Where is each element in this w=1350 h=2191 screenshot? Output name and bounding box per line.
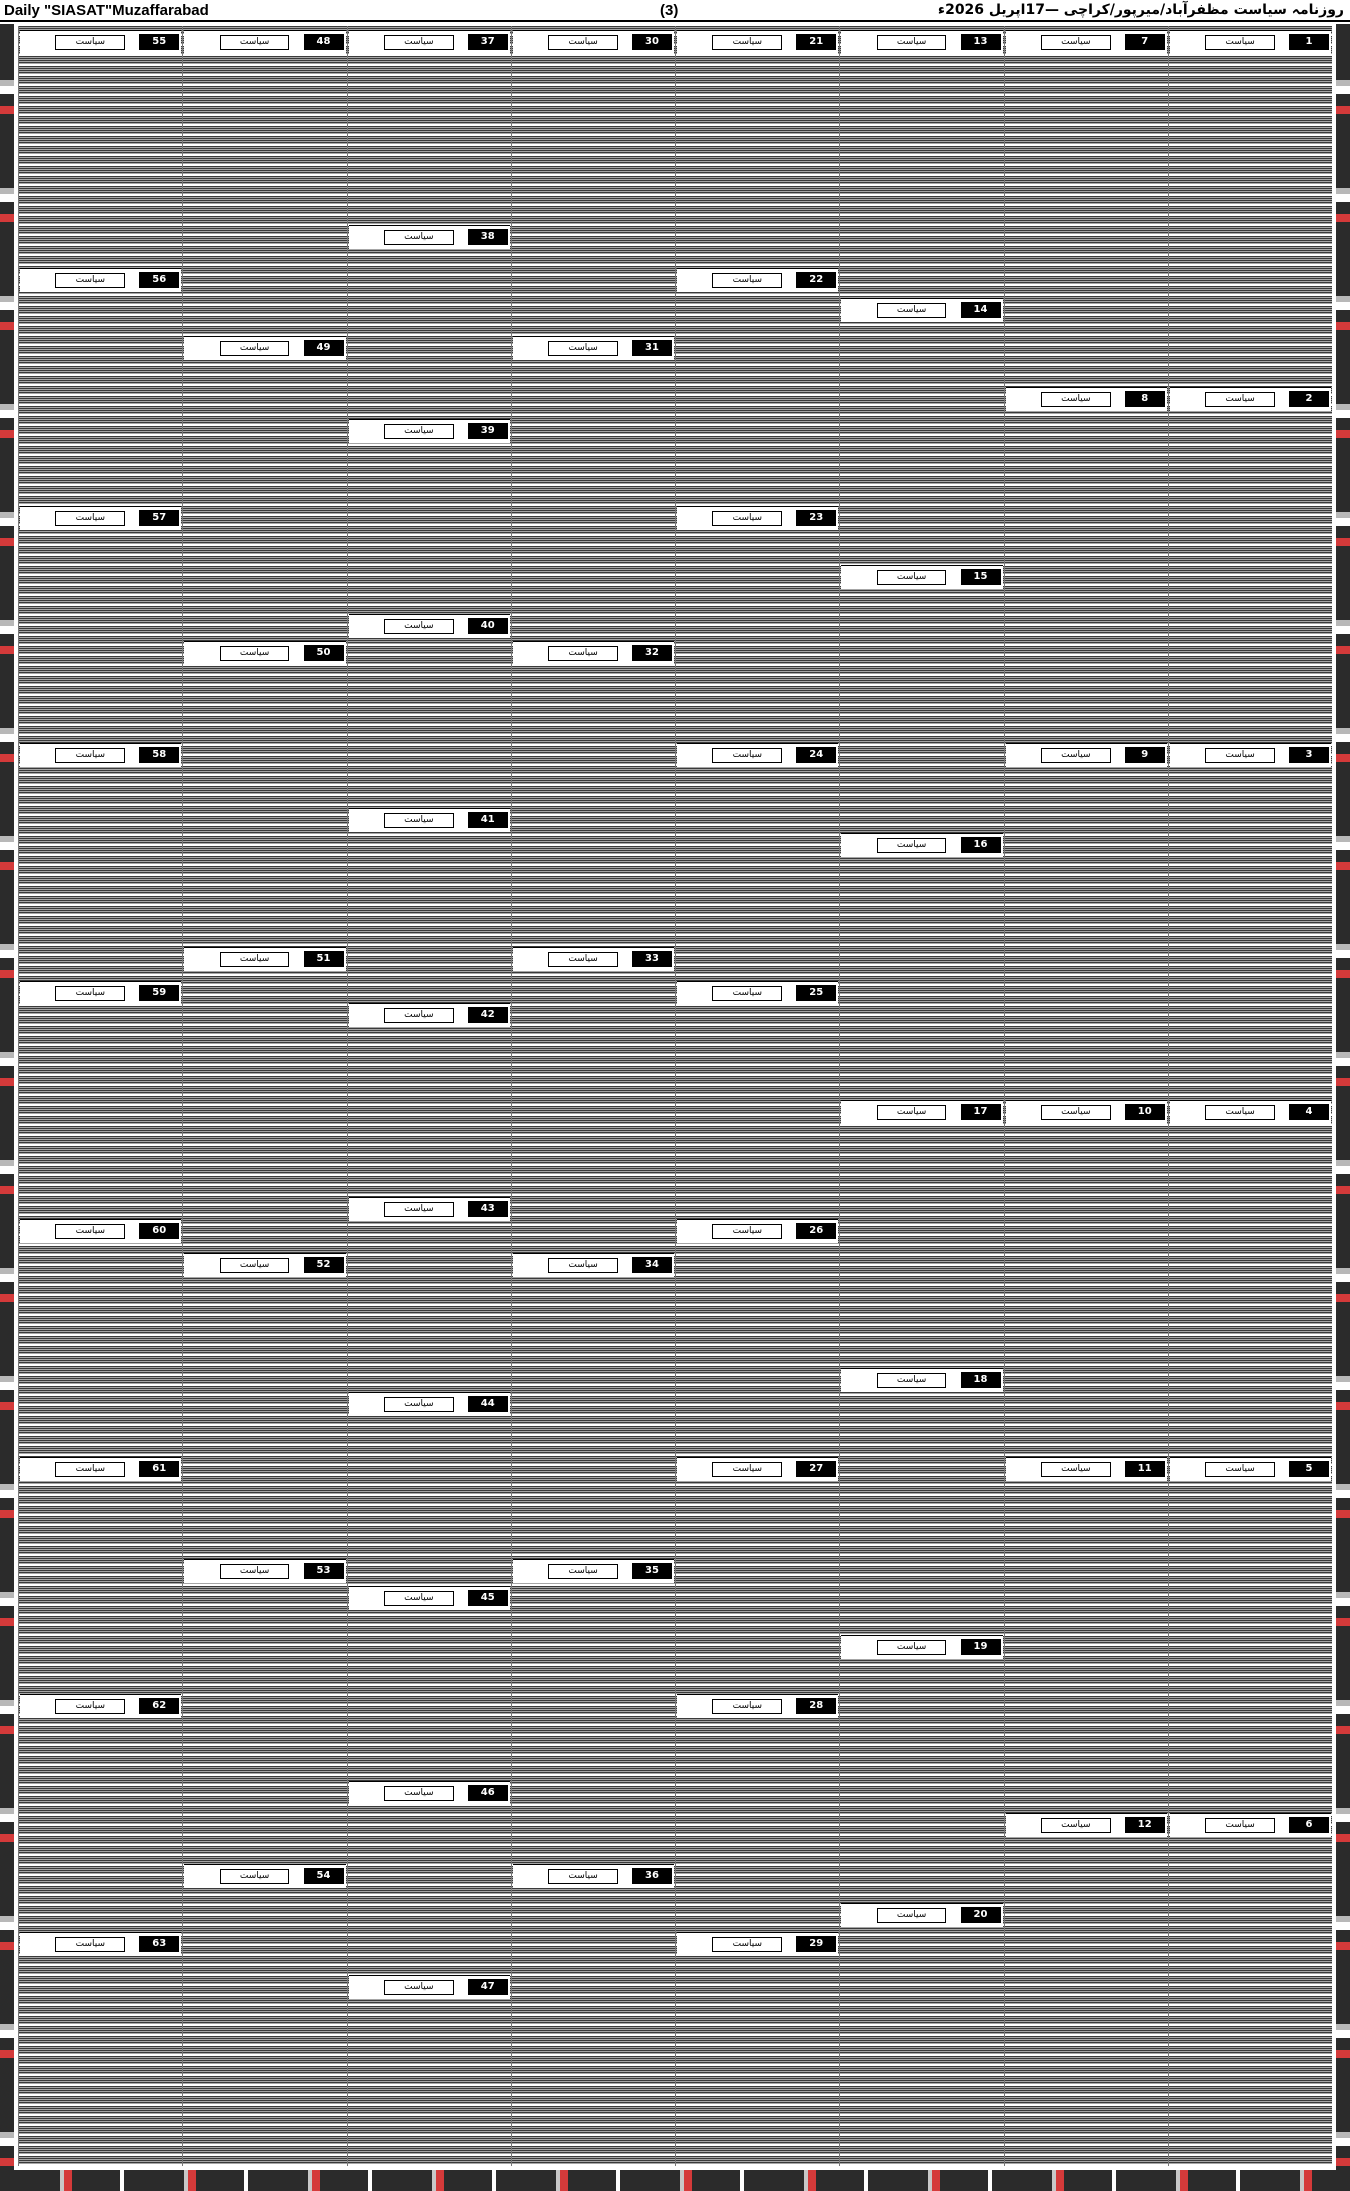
- ad-logo-box: سیاست: [1041, 1462, 1111, 1477]
- classified-ad-header: [1006, 30, 1167, 54]
- ad-number-tag: 23: [796, 510, 836, 526]
- ad-number-tag: 38: [468, 229, 508, 245]
- ad-logo-box: سیاست: [548, 952, 618, 967]
- ad-logo-box: سیاست: [384, 619, 454, 634]
- classified-ad-header: [1006, 1457, 1167, 1481]
- ad-logo-box: سیاست: [55, 1224, 125, 1239]
- ad-number-tag: 34: [632, 1257, 672, 1273]
- ad-logo-box: سیاست: [1041, 748, 1111, 763]
- ad-logo-box: سیاست: [220, 1869, 290, 1884]
- ad-logo-box: سیاست: [384, 1591, 454, 1606]
- ad-number-tag: 15: [961, 569, 1001, 585]
- ad-number-tag: 47: [468, 1979, 508, 1995]
- ad-number-tag: 46: [468, 1785, 508, 1801]
- ad-logo-box: سیاست: [1205, 1105, 1275, 1120]
- ad-number-tag: 7: [1125, 34, 1165, 50]
- ad-number-tag: 19: [961, 1639, 1001, 1655]
- ad-logo-box: سیاست: [55, 35, 125, 50]
- ad-number-tag: 61: [139, 1461, 179, 1477]
- classified-ad-header: [677, 1694, 838, 1718]
- ad-number-tag: 17: [961, 1104, 1001, 1120]
- ad-number-tag: 62: [139, 1698, 179, 1714]
- ad-logo-box: سیاست: [1205, 1818, 1275, 1833]
- classified-ad-header: [184, 30, 345, 54]
- classified-ad-header: [20, 506, 181, 530]
- classified-ad-header: [1170, 1100, 1331, 1124]
- ad-number-tag: 32: [632, 645, 672, 661]
- ad-number-tag: 6: [1289, 1817, 1329, 1833]
- classified-ad-header: [677, 1932, 838, 1956]
- classified-ad-header: [513, 30, 674, 54]
- ad-logo-box: سیاست: [877, 1105, 947, 1120]
- classified-column: [675, 26, 839, 2166]
- classified-ad-header: [349, 419, 510, 443]
- ad-logo-box: سیاست: [55, 1937, 125, 1952]
- classified-column: [511, 26, 675, 2166]
- masthead-bar: [0, 0, 1350, 22]
- ad-logo-box: سیاست: [712, 511, 782, 526]
- ad-number-tag: 58: [139, 747, 179, 763]
- ad-number-tag: 13: [961, 34, 1001, 50]
- ad-number-tag: 48: [304, 34, 344, 50]
- classified-ad-header: [20, 981, 181, 1005]
- ad-logo-box: سیاست: [1041, 1818, 1111, 1833]
- classified-ad-header: [349, 808, 510, 832]
- ad-logo-box: سیاست: [548, 1258, 618, 1273]
- classified-ad-header: [20, 1457, 181, 1481]
- ad-logo-box: سیاست: [877, 570, 947, 585]
- ad-logo-box: سیاست: [384, 1202, 454, 1217]
- ad-logo-box: سیاست: [1205, 748, 1275, 763]
- ad-logo-box: سیاست: [1205, 35, 1275, 50]
- classified-ad-header: [677, 506, 838, 530]
- ad-logo-box: سیاست: [712, 1699, 782, 1714]
- ad-number-tag: 59: [139, 985, 179, 1001]
- ad-logo-box: سیاست: [1205, 1462, 1275, 1477]
- classified-ad-header: [841, 1903, 1002, 1927]
- ad-number-tag: 9: [1125, 747, 1165, 763]
- ad-logo-box: سیاست: [877, 838, 947, 853]
- ad-logo-box: سیاست: [384, 813, 454, 828]
- ad-logo-box: سیاست: [220, 952, 290, 967]
- newspaper-name: Daily "SIASAT"Muzaffarabad: [4, 2, 209, 19]
- ad-logo-box: سیاست: [55, 1462, 125, 1477]
- classified-ad-header: [677, 268, 838, 292]
- ad-logo-box: سیاست: [1041, 35, 1111, 50]
- classified-ad-header: [513, 336, 674, 360]
- ad-logo-box: سیاست: [220, 35, 290, 50]
- classified-ad-header: [513, 1864, 674, 1888]
- classified-ad-header: [513, 1253, 674, 1277]
- ad-number-tag: 11: [1125, 1461, 1165, 1477]
- ad-logo-box: سیاست: [220, 1564, 290, 1579]
- classified-ad-header: [349, 225, 510, 249]
- ad-logo-box: سیاست: [384, 1980, 454, 1995]
- ad-number-tag: 5: [1289, 1461, 1329, 1477]
- ad-number-tag: 14: [961, 302, 1001, 318]
- ad-number-tag: 41: [468, 812, 508, 828]
- ad-logo-box: سیاست: [55, 273, 125, 288]
- classified-column: [347, 26, 511, 2166]
- classified-ad-header: [349, 1781, 510, 1805]
- classified-column: [1168, 26, 1332, 2166]
- classified-column: [18, 26, 182, 2166]
- classified-ad-header: [349, 1197, 510, 1221]
- ad-logo-box: سیاست: [548, 646, 618, 661]
- classified-ad-header: [841, 833, 1002, 857]
- ad-number-tag: 12: [1125, 1817, 1165, 1833]
- classified-ad-header: [677, 1457, 838, 1481]
- classified-ad-header: [841, 298, 1002, 322]
- ad-number-tag: 37: [468, 34, 508, 50]
- ad-number-tag: 43: [468, 1201, 508, 1217]
- ad-number-tag: 39: [468, 423, 508, 439]
- ad-number-tag: 30: [632, 34, 672, 50]
- ad-number-tag: 20: [961, 1907, 1001, 1923]
- ad-logo-box: سیاست: [384, 230, 454, 245]
- classified-ad-header: [841, 1635, 1002, 1659]
- classified-ad-header: [1170, 1457, 1331, 1481]
- ad-logo-box: سیاست: [548, 1564, 618, 1579]
- ad-number-tag: 35: [632, 1563, 672, 1579]
- classified-ad-header: [677, 743, 838, 767]
- ad-number-tag: 3: [1289, 747, 1329, 763]
- ad-logo-box: سیاست: [55, 986, 125, 1001]
- ad-logo-box: سیاست: [384, 424, 454, 439]
- classified-ad-header: [513, 641, 674, 665]
- classified-column: [839, 26, 1003, 2166]
- ad-number-tag: 28: [796, 1698, 836, 1714]
- classified-ad-header: [1006, 387, 1167, 411]
- classified-ad-header: [677, 981, 838, 1005]
- classified-ad-header: [20, 1694, 181, 1718]
- ad-number-tag: 44: [468, 1396, 508, 1412]
- ad-number-tag: 57: [139, 510, 179, 526]
- ad-number-tag: 49: [304, 340, 344, 356]
- ad-logo-box: سیاست: [1041, 1105, 1111, 1120]
- classified-ad-header: [349, 614, 510, 638]
- ad-number-tag: 42: [468, 1007, 508, 1023]
- ad-logo-box: سیاست: [712, 1224, 782, 1239]
- ad-logo-box: سیاست: [712, 1937, 782, 1952]
- ad-number-tag: 45: [468, 1590, 508, 1606]
- classified-ad-header: [349, 1975, 510, 1999]
- classified-ad-header: [20, 268, 181, 292]
- ad-number-tag: 16: [961, 837, 1001, 853]
- ad-logo-box: سیاست: [712, 35, 782, 50]
- classified-ad-header: [677, 30, 838, 54]
- classified-ad-header: [184, 1559, 345, 1583]
- ad-logo-box: سیاست: [877, 303, 947, 318]
- ad-number-tag: 26: [796, 1223, 836, 1239]
- ad-logo-box: سیاست: [55, 748, 125, 763]
- ad-number-tag: 53: [304, 1563, 344, 1579]
- classified-ad-header: [349, 30, 510, 54]
- left-decorative-border: [0, 24, 14, 2191]
- classified-column: [182, 26, 346, 2166]
- ad-logo-box: سیاست: [220, 341, 290, 356]
- classified-ad-header: [184, 336, 345, 360]
- ad-number-tag: 24: [796, 747, 836, 763]
- ad-number-tag: 63: [139, 1936, 179, 1952]
- classified-ad-header: [1006, 743, 1167, 767]
- ad-number-tag: 52: [304, 1257, 344, 1273]
- classified-ad-header: [841, 1100, 1002, 1124]
- classified-ad-header: [1170, 743, 1331, 767]
- classified-ad-header: [1006, 1813, 1167, 1837]
- classified-ad-header: [841, 1368, 1002, 1392]
- ad-logo-box: سیاست: [712, 273, 782, 288]
- classified-ad-header: [349, 1003, 510, 1027]
- classified-ad-header: [20, 743, 181, 767]
- ad-logo-box: سیاست: [1041, 392, 1111, 407]
- classified-ad-header: [184, 1253, 345, 1277]
- ad-logo-box: سیاست: [384, 1008, 454, 1023]
- ad-logo-box: سیاست: [548, 341, 618, 356]
- ad-logo-box: سیاست: [712, 986, 782, 1001]
- page-number: (3): [660, 2, 679, 19]
- classified-column: [1004, 26, 1168, 2166]
- ad-number-tag: 21: [796, 34, 836, 50]
- ad-logo-box: سیاست: [877, 35, 947, 50]
- ad-logo-box: سیاست: [384, 1397, 454, 1412]
- ad-number-tag: 1: [1289, 34, 1329, 50]
- ad-number-tag: 50: [304, 645, 344, 661]
- ad-logo-box: سیاست: [220, 646, 290, 661]
- ad-number-tag: 33: [632, 951, 672, 967]
- right-decorative-border: [1336, 24, 1350, 2191]
- classified-ad-header: [349, 1392, 510, 1416]
- classified-ad-header: [1170, 387, 1331, 411]
- ad-logo-box: سیاست: [712, 748, 782, 763]
- ad-number-tag: 4: [1289, 1104, 1329, 1120]
- classified-ad-header: [349, 1586, 510, 1610]
- ad-number-tag: 22: [796, 272, 836, 288]
- ad-logo-box: سیاست: [55, 1699, 125, 1714]
- ad-number-tag: 60: [139, 1223, 179, 1239]
- ad-logo-box: سیاست: [384, 35, 454, 50]
- classified-ad-header: [184, 641, 345, 665]
- classified-ad-header: [184, 1864, 345, 1888]
- classified-ad-header: [513, 1559, 674, 1583]
- ad-number-tag: 51: [304, 951, 344, 967]
- ad-number-tag: 8: [1125, 391, 1165, 407]
- classified-ad-header: [841, 565, 1002, 589]
- ad-logo-box: سیاست: [548, 35, 618, 50]
- ad-number-tag: 10: [1125, 1104, 1165, 1120]
- ad-number-tag: 18: [961, 1372, 1001, 1388]
- ad-logo-box: سیاست: [1205, 392, 1275, 407]
- classified-ad-header: [20, 1932, 181, 1956]
- classified-ad-header: [513, 947, 674, 971]
- ad-number-tag: 40: [468, 618, 508, 634]
- ad-logo-box: سیاست: [548, 1869, 618, 1884]
- classified-ad-header: [1170, 30, 1331, 54]
- ad-number-tag: 55: [139, 34, 179, 50]
- classified-ad-header: [184, 947, 345, 971]
- bottom-decorative-border: [0, 2170, 1350, 2191]
- classified-ad-header: [677, 1219, 838, 1243]
- ad-logo-box: سیاست: [712, 1462, 782, 1477]
- ad-number-tag: 36: [632, 1868, 672, 1884]
- ad-logo-box: سیاست: [384, 1786, 454, 1801]
- classified-ad-header: [20, 1219, 181, 1243]
- ad-number-tag: 2: [1289, 391, 1329, 407]
- ad-logo-box: سیاست: [877, 1908, 947, 1923]
- ad-logo-box: سیاست: [877, 1373, 947, 1388]
- classified-ad-header: [1006, 1100, 1167, 1124]
- ad-number-tag: 29: [796, 1936, 836, 1952]
- ad-number-tag: 27: [796, 1461, 836, 1477]
- ad-logo-box: سیاست: [55, 511, 125, 526]
- ad-logo-box: سیاست: [220, 1258, 290, 1273]
- ad-number-tag: 56: [139, 272, 179, 288]
- dateline: روزنامہ سیاست مظفرآباد/میرپور/کراچی —17اپریل 2026ء: [937, 2, 1344, 18]
- ad-logo-box: سیاست: [877, 1640, 947, 1655]
- classified-ad-header: [20, 30, 181, 54]
- classified-ad-header: [841, 30, 1002, 54]
- classified-ad-header: [1170, 1813, 1331, 1837]
- ad-number-tag: 25: [796, 985, 836, 1001]
- ad-number-tag: 54: [304, 1868, 344, 1884]
- ad-number-tag: 31: [632, 340, 672, 356]
